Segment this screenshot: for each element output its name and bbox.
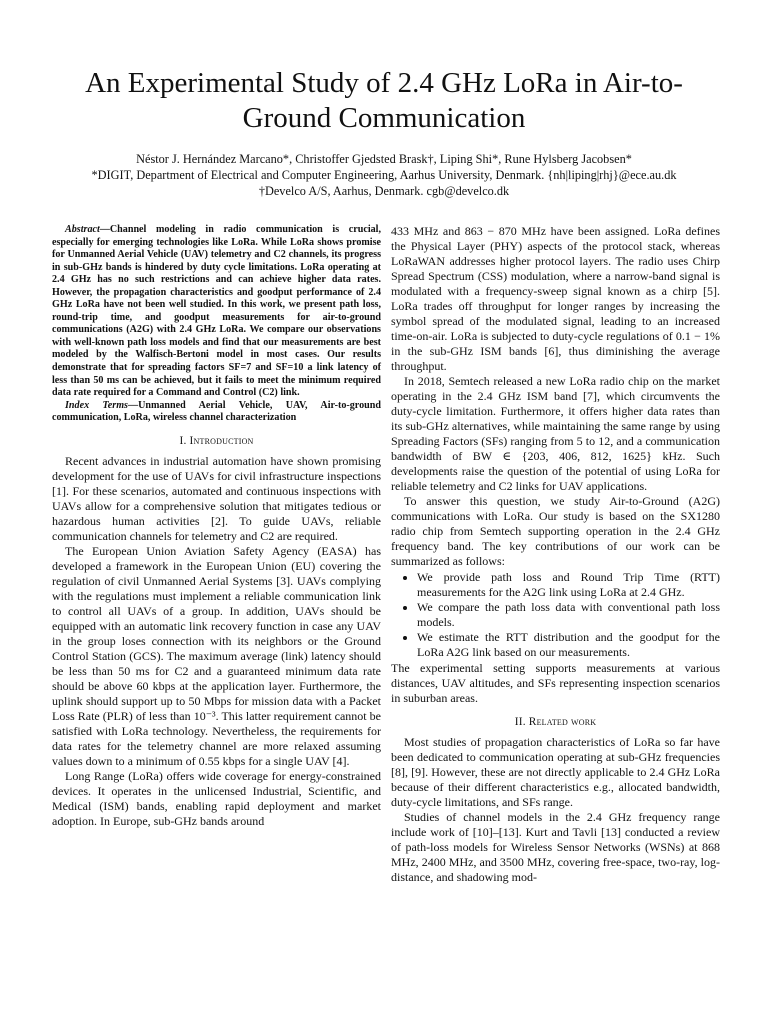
paper-title: An Experimental Study of 2.4 GHz LoRa in Air-to-Ground Communication	[85, 67, 683, 134]
abstract-label: Abstract	[65, 224, 100, 235]
intro-paragraph-5: In 2018, Semtech released a new LoRa radio chip on the market operating in the 2.4 GHz ISM band [7], which circumvents the duty-cycle limitation. Furthermore, it offers higher data rates than its sub-GHz alternatives, while maintaining the same range by using Spreading Factors (SFs) ranging from 5 to 12, and a communication bandwidth of BW ∈ {203, 406, 812, 1625} kHz. Such developments raise the question of the potential of using LoRa for reliable telemetry and C2 links for UAV applications.	[391, 374, 720, 493]
abstract-text: —Channel modeling in radio communication is crucial, especially for emerging technologies like LoRa. While LoRa shows promise for Unmanned Aerial Vehicle (UAV) telemetry and C2 channels, its progress in sub-GHz bands is hindered by duty cycle limitations. LoRa operating at 2.4 GHz has no such restrictions and can achieve higher data rates. However, the propagation characteristics and goodput performance of 2.4 GHz LoRa have not been well studied. In this work, we present path loss, round-trip time, and goodput measurements for air-to-ground communications (A2G) with 2.4 GHz LoRa. We compare our observations with well-known path loss models and find that our measurements are best modeled by the Walfisch-Bertoni model in most cases. Our results demonstrate that for spreading factors SF=7 and SF=10 a link latency of less than 50 ms can be achieved, but it fails to meet the minimum required data rate required for a Command and Control (C2) link.	[52, 224, 381, 399]
index-terms	[52, 400, 381, 425]
intro-paragraph-1: Recent advances in industrial automation have shown promising development for the use of UAVs for civil infrastructure inspections [1]. For these scenarios, automated and continuous inspections with UAVs allow for a comprehensive solution that mitigates tedious or hazardous human activities [2]. To guide UAVs, reliable communication channels for telemetry and C2 are required.	[52, 453, 381, 543]
intro-paragraph-4: 433 MHz and 863 − 870 MHz have been assigned. LoRa defines the Physical Layer (PHY) aspects of the protocol stack, whereas LoRaWAN addresses higher protocol layers. The radio uses Chirp Spread Spectrum (CSS) modulation, where a narrow-band signal is modulated with a frequency-sweep signal known as a chirp [5]. LoRa trades off throughput for longer ranges by increasing the symbol spread of the modulated signal, leading to an increased time-on-air. LoRa is subjected to duty-cycle regulations of 0.1 − 1% in the sub-GHz ISM bands [6], thus diminishing the average throughput.	[391, 224, 720, 373]
affiliation-1: *DIGIT, Department of Electrical and Computer Engineering, Aarhus University, Denmark. {nh|liping|rhj}@ece.au.dk	[91, 168, 677, 182]
contribution-item: • We compare the path loss data with conventional path loss models.	[417, 600, 720, 630]
intro-paragraph-7: The experimental setting supports measurements at various distances, UAV altitudes, and SFs representing inspection scenarios in suburban areas.	[391, 661, 720, 705]
author-block	[40, 151, 728, 199]
section-heading-introduction: I. Introduction	[179, 434, 254, 447]
abstract	[52, 224, 381, 400]
related-paragraph-2: Studies of channel models in the 2.4 GHz frequency range include work of [10]–[13]. Kurt and Tavli [13] conducted a review of path-loss models for Wireless Sensor Networks (WSNs) at 868 MHz, 2400 MHz, and 3500 MHz, covering free-space, two-ray, log-distance, and shadowing mod-	[391, 810, 720, 884]
affiliation-2: †Develco A/S, Aarhus, Denmark. cgb@develco.dk	[258, 184, 510, 198]
left-column	[52, 224, 381, 829]
intro-paragraph-3: Long Range (LoRa) offers wide coverage for energy-constrained devices. It operates in the unlicensed Industrial, Scientific, and Medical (ISM) bands, enabling rapid deployment and market adoption. In Europe, sub-GHz bands around	[52, 768, 381, 828]
related-paragraph-1: Most studies of propagation characteristics of LoRa so far have been dedicated to communication operating at sub-GHz frequencies [8], [9]. However, these are not directly applicable to 2.4 GHz LoRa because of their different characteristics e.g., allocated bandwidth, duty-cycle limitations, and SFs range.	[391, 735, 720, 809]
intro-paragraph-2: The European Union Aviation Safety Agency (EASA) has developed a framework in the European Union (EU) covering the regulation of civil Unmanned Aerial Systems [3]. UAVs complying with the regulations must implement a reliable communication link to control all UAVs of a group. In addition, UAVs should be equipped with an automatic link recovery function in case any UAV in the group loses connection with its neighbors or the Ground Control Station (GCS). The maximum average (link) latency should be less than 50 ms for C2 and a guaranteed minimum data rate should be above 60 kbps at the application layer. Furthermore, the uplink should support up to 50 Mbps for mission data with a Packet Loss Rate (PLR) of less than 10⁻³. This latter requirement cannot be satisfied with LoRa technology. Nevertheless, the requirements for data rates for the telemetry channel are more relaxed assuming values down to a minimum of 0.55 kbps for a single UAV [4].	[52, 543, 381, 768]
author-names: Néstor J. Hernández Marcano*, Christoffer Gjedsted Brask†, Liping Shi*, Rune Hylsberg Jacobsen*	[136, 152, 632, 166]
section-heading-related-work: II. Related work	[514, 716, 597, 728]
index-terms-text: —Unmanned Aerial Vehicle, UAV, Air-to-ground communication, LoRa, wireless channel characterization	[52, 399, 381, 424]
contribution-item: • We provide path loss and Round Trip Time (RTT) measurements for the A2G link using LoRa at 2.4 GHz.	[417, 570, 720, 600]
intro-paragraph-6: To answer this question, we study Air-to-Ground (A2G) communications with LoRa. Our study is based on the SX1280 radio chip from Semtech supporting operation in the 2.4 GHz frequency band. The key contributions of our work can be summarized as follows:	[391, 494, 720, 568]
contributions-list	[391, 570, 720, 660]
right-column	[391, 224, 720, 885]
contribution-item: • We estimate the RTT distribution and the goodput for the LoRa A2G link based on our measurements.	[417, 630, 720, 660]
index-terms-label: Index Terms	[65, 399, 128, 411]
